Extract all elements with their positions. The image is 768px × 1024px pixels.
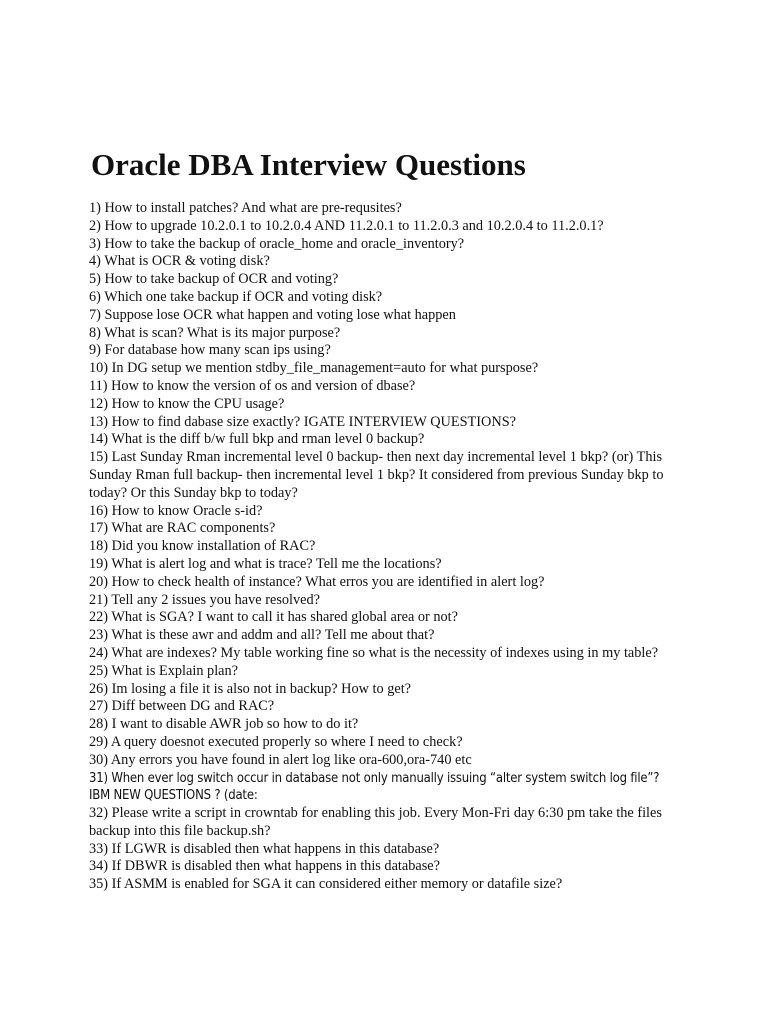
question-item: 15) Last Sunday Rman incremental level 0 backup- then next day incremental level 1 bkp? (or) This Sunday Rman full backup- then incremental level 1 bkp? It considered from previous Sunday bkp to today? Or this Sunday bkp to today? bbox=[89, 449, 664, 501]
question-item: 25) What is Explain plan? bbox=[89, 662, 239, 679]
question-item: 30) Any errors you have found in alert log like ora-600,ora-740 etc bbox=[89, 751, 472, 768]
question-item: 13) How to find dabase size exactly? IGATE INTERVIEW QUESTIONS? bbox=[89, 413, 516, 430]
question-item: 28) I want to disable AWR job so how to do it? bbox=[89, 716, 359, 733]
question-item: 2) How to upgrade 10.2.0.1 to 10.2.0.4 AND 11.2.0.1 to 11.2.0.3 and 10.2.0.4 to 11.2.0.1? bbox=[89, 217, 604, 234]
question-item: 5) How to take backup of OCR and voting? bbox=[89, 271, 339, 288]
question-item: 10) In DG setup we mention stdby_file_management=auto for what purspose? bbox=[89, 360, 539, 377]
question-item: 21) Tell any 2 issues you have resolved? bbox=[89, 591, 321, 608]
question-item: 33) If LGWR is disabled then what happens in this database? bbox=[89, 840, 440, 857]
document-title: Oracle DBA Interview Questions bbox=[91, 147, 526, 182]
question-item: 27) Diff between DG and RAC? bbox=[89, 698, 275, 715]
question-item: 19) What is alert log and what is trace? Tell me the locations? bbox=[89, 555, 442, 572]
question-item: 8) What is scan? What is its major purpose? bbox=[89, 324, 341, 341]
question-item: 11) How to know the version of os and version of dbase? bbox=[89, 377, 416, 394]
question-item: 6) Which one take backup if OCR and voting disk? bbox=[89, 288, 383, 305]
question-item: 23) What is these awr and addm and all? Tell me about that? bbox=[89, 627, 435, 644]
question-item: 3) How to take the backup of oracle_home and oracle_inventory? bbox=[89, 235, 465, 252]
question-item: 35) If ASMM is enabled for SGA it can considered either memory or datafile size? bbox=[89, 876, 563, 893]
question-item: 29) A query doesnot executed properly so where I need to check? bbox=[89, 733, 463, 750]
question-item: 17) What are RAC components? bbox=[89, 520, 276, 537]
question-item: 18) Did you know installation of RAC? bbox=[89, 538, 316, 555]
question-item: 32) Please write a script in crowntab for enabling this job. Every Mon-Fri day 6:30 pm take the files backup into this file backup.sh? bbox=[89, 805, 662, 839]
question-item: 9) For database how many scan ips using? bbox=[89, 342, 331, 359]
question-item: 31) When ever log switch occur in database not only manually issuing “alter system switch log file”? IBM NEW QUESTIONS ? (date: bbox=[89, 770, 660, 804]
question-item: 34) If DBWR is disabled then what happens in this database? bbox=[89, 858, 440, 875]
question-item: 7) Suppose lose OCR what happen and voting lose what happen bbox=[89, 306, 456, 323]
question-item: 14) What is the diff b/w full bkp and rman level 0 backup? bbox=[89, 431, 425, 448]
question-item: 20) How to check health of instance? What erros you are identified in alert log? bbox=[89, 573, 545, 590]
question-item: 24) What are indexes? My table working fine so what is the necessity of indexes using in my table? bbox=[89, 644, 659, 661]
question-item: 1) How to install patches? And what are pre-requsites? bbox=[89, 200, 402, 216]
question-item: 16) How to know Oracle s-id? bbox=[89, 502, 263, 519]
question-item: 22) What is SGA? I want to call it has shared global area or not? bbox=[89, 609, 458, 626]
question-item: 12) How to know the CPU usage? bbox=[89, 395, 285, 412]
question-list bbox=[89, 200, 679, 894]
question-item: 4) What is OCR & voting disk? bbox=[89, 253, 270, 270]
question-item: 26) Im losing a file it is also not in backup? How to get? bbox=[89, 680, 412, 697]
